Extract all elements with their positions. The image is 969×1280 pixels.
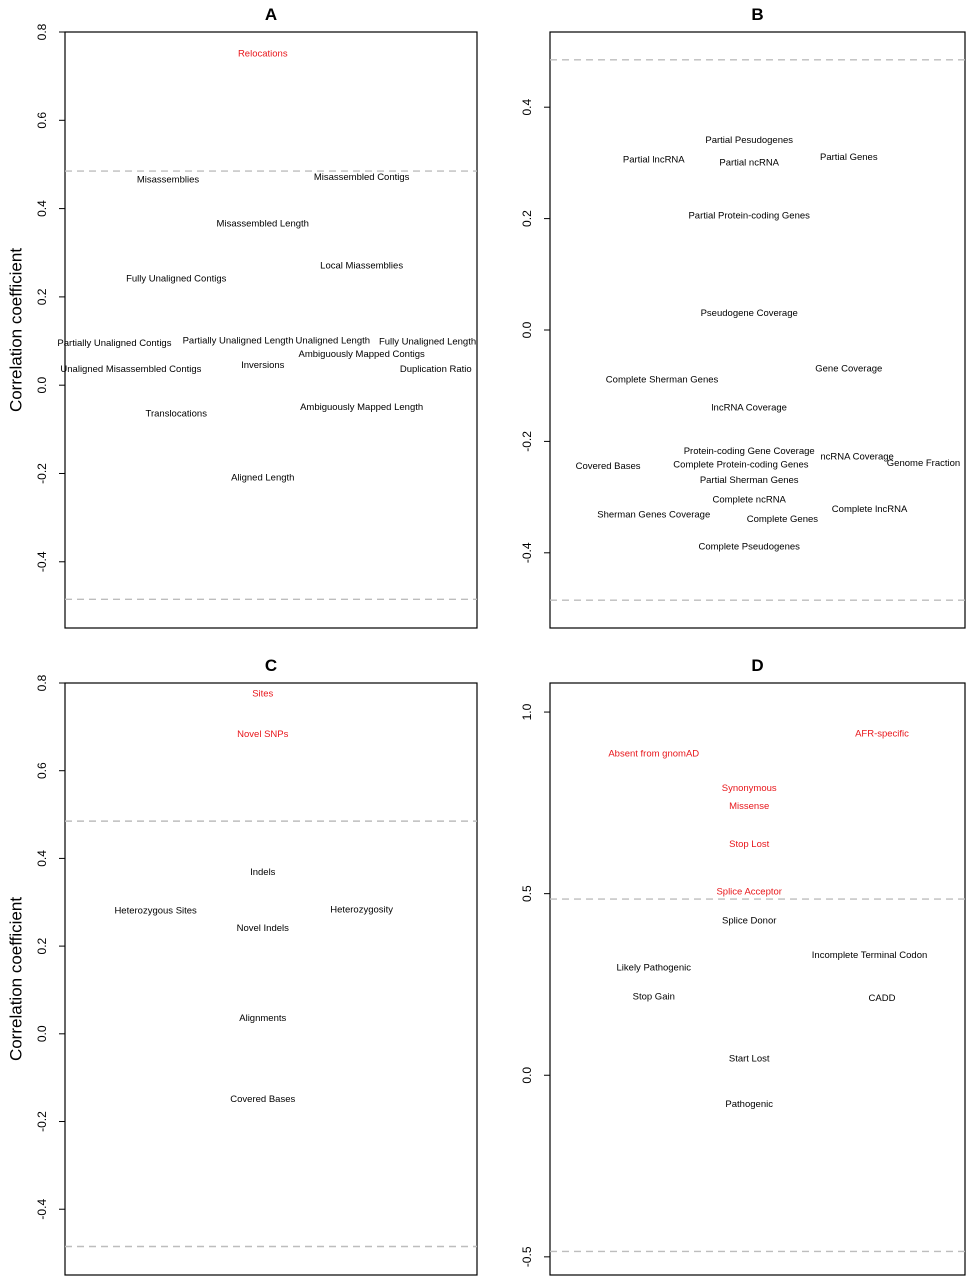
point-label-stop-lost: Stop Lost — [729, 839, 770, 851]
point-label-misassemblies: Misassemblies — [136, 174, 200, 186]
panel-d — [520, 656, 965, 1275]
point-label-missense: Missense — [729, 801, 770, 813]
y-tick-label: 0.4 — [35, 200, 50, 217]
point-label-partially-unaligned-length: Partially Unaligned Length — [182, 335, 294, 347]
point-label-lncrna-coverage: lncRNA Coverage — [711, 402, 787, 414]
y-tick-label: 0.0 — [520, 321, 535, 339]
y-tick-label: -0.4 — [35, 551, 50, 573]
y-tick-label: 0.4 — [35, 850, 50, 867]
point-label-absent-from-gnomad: Absent from gnomAD — [608, 748, 700, 760]
point-label-complete-ncrna: Complete ncRNA — [712, 494, 786, 506]
y-tick-label: 1.0 — [520, 703, 535, 721]
y-tick-label: 0.2 — [35, 937, 50, 955]
point-label-afr-specific: AFR-specific — [855, 728, 909, 740]
point-label-misassembled-contigs: Misassembled Contigs — [313, 172, 410, 184]
point-label-ambiguously-mapped-length: Ambiguously Mapped Length — [300, 401, 424, 413]
y-tick-label: 0.0 — [35, 376, 50, 394]
y-tick-label: 0.8 — [35, 23, 50, 41]
point-label-inversions: Inversions — [241, 359, 285, 371]
point-label-gene-coverage: Gene Coverage — [815, 363, 883, 375]
point-label-sherman-genes-coverage: Sherman Genes Coverage — [597, 509, 711, 521]
point-label-stop-gain: Stop Gain — [632, 991, 675, 1003]
point-label-pseudogene-coverage: Pseudogene Coverage — [700, 307, 798, 319]
y-tick-label: -0.4 — [520, 542, 535, 564]
point-label-aligned-length: Aligned Length — [231, 472, 295, 484]
point-label-splice-donor: Splice Donor — [722, 915, 777, 927]
point-label-misassembled-length: Misassembled Length — [216, 218, 309, 230]
point-label-covered-bases: Covered Bases — [575, 460, 641, 472]
y-tick-label: 0.6 — [35, 111, 50, 129]
point-label-likely-pathogenic: Likely Pathogenic — [616, 962, 691, 974]
point-label-indels: Indels — [250, 866, 276, 878]
point-label-incomplete-terminal-codon: Incomplete Terminal Codon — [811, 949, 928, 961]
y-axis-label: Correlation coefficient — [6, 896, 26, 1062]
point-label-ambiguously-mapped-contigs: Ambiguously Mapped Contigs — [298, 348, 425, 360]
y-tick-label: 0.2 — [520, 210, 535, 227]
point-label-start-lost: Start Lost — [728, 1053, 770, 1065]
plot-frame — [550, 683, 965, 1275]
panel-title-b: B — [751, 5, 764, 24]
panel-b — [520, 5, 965, 628]
y-tick-label: 0.2 — [35, 288, 50, 306]
y-tick-label: -0.2 — [35, 463, 50, 484]
point-label-unaligned-length: Unaligned Length — [295, 335, 371, 347]
point-label-partial-lncrna: Partial lncRNA — [622, 154, 685, 166]
point-label-novel-indels: Novel Indels — [236, 923, 289, 935]
point-label-relocations: Relocations — [237, 48, 288, 60]
y-tick-label: -0.2 — [35, 1111, 50, 1132]
point-label-fully-unaligned-contigs: Fully Unaligned Contigs — [126, 273, 227, 285]
y-tick-label: 0.0 — [35, 1025, 50, 1043]
panel-title-c: C — [264, 656, 278, 675]
y-axis-label: Correlation coefficient — [6, 247, 26, 413]
point-label-unaligned-misassembled-contigs: Unaligned Misassembled Contigs — [60, 364, 202, 376]
point-label-complete-lncrna: Complete lncRNA — [831, 503, 908, 515]
point-label-complete-sherman-genes: Complete Sherman Genes — [605, 374, 719, 386]
panel-title-a: A — [264, 5, 278, 24]
point-label-heterozygosity: Heterozygosity — [330, 904, 394, 916]
plot-frame — [65, 683, 477, 1275]
point-label-heterozygous-sites: Heterozygous Sites — [114, 905, 197, 917]
point-label-complete-pseudogenes: Complete Pseudogenes — [698, 541, 800, 553]
point-label-cadd: CADD — [868, 992, 896, 1004]
y-tick-label: 0.8 — [35, 674, 50, 692]
point-label-synonymous: Synonymous — [721, 782, 777, 794]
y-tick-label: -0.2 — [520, 431, 535, 452]
point-label-complete-protein-coding-genes: Complete Protein-coding Genes — [673, 459, 809, 471]
point-label-protein-coding-gene-coverage: Protein-coding Gene Coverage — [683, 445, 815, 457]
point-label-partial-ncrna: Partial ncRNA — [719, 157, 780, 169]
point-label-genome-fraction: Genome Fraction — [886, 458, 961, 470]
point-label-fully-unaligned-length: Fully Unaligned Length — [378, 336, 477, 348]
point-label-partial-protein-coding-genes: Partial Protein-coding Genes — [688, 210, 810, 222]
y-tick-label: -0.5 — [520, 1246, 535, 1268]
point-label-alignments: Alignments — [239, 1012, 287, 1024]
plot-frame — [550, 32, 965, 628]
point-label-complete-genes: Complete Genes — [746, 513, 819, 525]
point-label-pathogenic: Pathogenic — [725, 1098, 773, 1110]
panel-c — [6, 656, 477, 1275]
point-label-partial-genes: Partial Genes — [820, 151, 878, 163]
point-label-ncrna-coverage: ncRNA Coverage — [820, 451, 894, 463]
point-label-translocations: Translocations — [145, 408, 207, 420]
y-tick-label: 0.6 — [35, 762, 50, 780]
panel-title-d: D — [751, 656, 764, 675]
point-label-partial-pesudogenes: Partial Pesudogenes — [705, 135, 794, 147]
point-label-splice-acceptor: Splice Acceptor — [716, 886, 782, 898]
panel-a — [6, 5, 477, 628]
plot-frame — [65, 32, 477, 628]
y-tick-label: 0.4 — [520, 98, 535, 116]
point-label-covered-bases: Covered Bases — [230, 1094, 296, 1106]
point-label-sites: Sites — [252, 688, 274, 700]
point-label-partially-unaligned-contigs: Partially Unaligned Contigs — [57, 337, 172, 349]
y-tick-label: 0.5 — [520, 885, 535, 902]
y-tick-label: -0.4 — [35, 1198, 50, 1220]
point-label-duplication-ratio: Duplication Ratio — [399, 364, 472, 376]
point-label-partial-sherman-genes: Partial Sherman Genes — [699, 474, 799, 486]
point-label-local-miassemblies: Local Miassemblies — [320, 260, 404, 272]
point-label-novel-snps: Novel SNPs — [237, 728, 289, 740]
y-tick-label: 0.0 — [520, 1066, 535, 1084]
